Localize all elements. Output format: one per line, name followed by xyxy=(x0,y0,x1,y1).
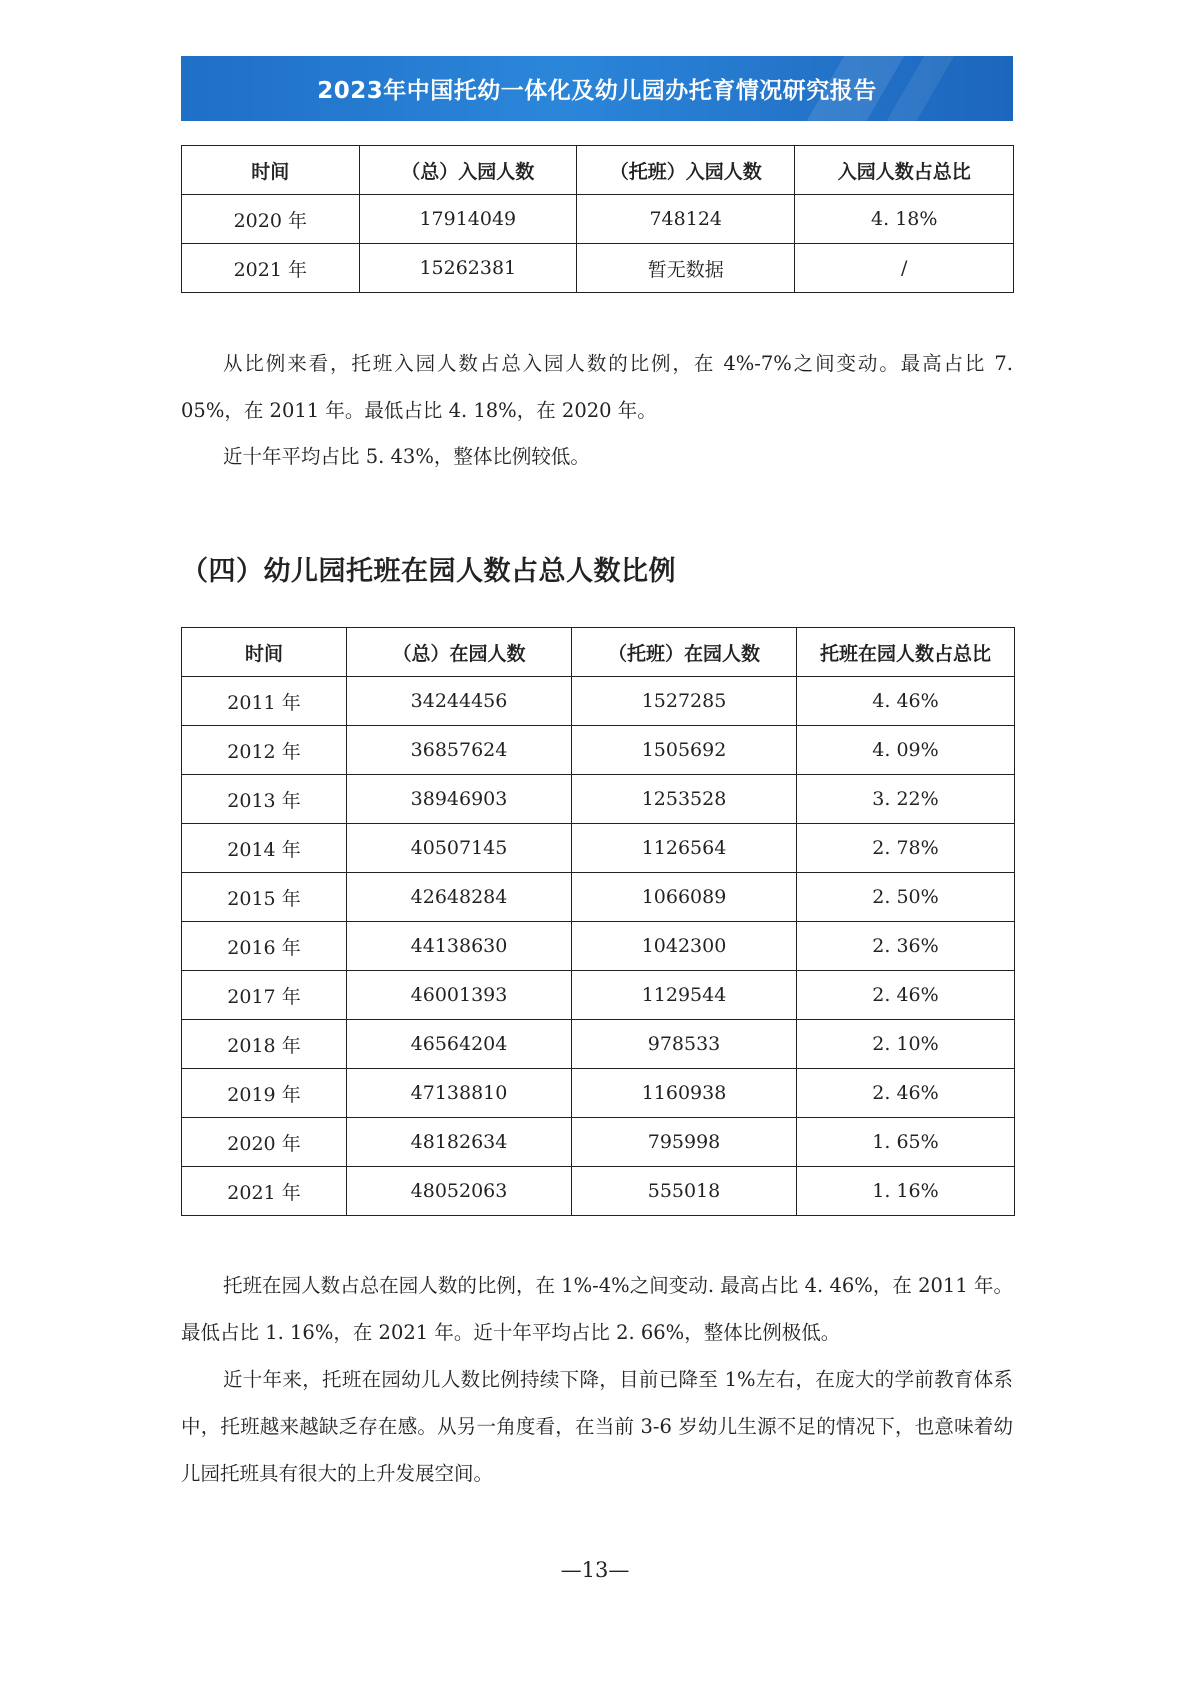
table-cell: 34244456 xyxy=(347,677,572,726)
table-cell: 2. 46% xyxy=(797,1069,1015,1118)
table-row xyxy=(182,922,1015,971)
table-row xyxy=(182,775,1015,824)
section-heading: （四）幼儿园托班在园人数占总人数比例 xyxy=(181,556,676,587)
table-cell: 1253528 xyxy=(572,775,797,824)
body-paragraph: 近十年平均占比 5. 43%，整体比例较低。 xyxy=(223,445,590,468)
table-cell: / xyxy=(795,244,1014,293)
column-header: 托班在园人数占总比 xyxy=(797,628,1015,677)
table-cell: 17914049 xyxy=(359,195,576,244)
column-header: 时间 xyxy=(182,628,347,677)
table-cell: 1527285 xyxy=(572,677,797,726)
column-header: 入园人数占总比 xyxy=(795,146,1014,195)
body-paragraph: 近十年来，托班在园幼儿人数比例持续下降，目前已降至 1%左右，在庞大的学前教育体系中，托班越来越缺乏存在感。从另一角度看，在当前 3-6 岁幼儿生源不足的情况下，也意味着幼儿园托班具有很大的上升发展空间。 xyxy=(181,1368,1013,1485)
column-header: （总）在园人数 xyxy=(347,628,572,677)
table-cell: 1126564 xyxy=(572,824,797,873)
column-header: 时间 xyxy=(182,146,360,195)
table-cell: 2. 50% xyxy=(797,873,1015,922)
table-row xyxy=(182,1069,1015,1118)
table-row xyxy=(182,726,1015,775)
table-cell: 1505692 xyxy=(572,726,797,775)
table-header-row xyxy=(182,628,1015,677)
table-cell: 748124 xyxy=(577,195,795,244)
table-cell: 47138810 xyxy=(347,1069,572,1118)
table-row xyxy=(182,677,1015,726)
table-header-row xyxy=(182,146,1014,195)
table-cell: 2018 年 xyxy=(182,1020,347,1069)
table-cell: 4. 18% xyxy=(795,195,1014,244)
table-cell: 2011 年 xyxy=(182,677,347,726)
table-row xyxy=(182,1167,1015,1216)
table-cell: 1. 16% xyxy=(797,1167,1015,1216)
table-cell: 2. 46% xyxy=(797,971,1015,1020)
body-paragraph: 从比例来看，托班入园人数占总入园人数的比例，在 4%-7%之间变动。最高占比 7. 05%，在 2011 年。最低占比 4. 18%，在 2020 年。 xyxy=(181,352,1013,422)
in-school-table xyxy=(181,627,1015,1216)
table-cell: 1. 65% xyxy=(797,1118,1015,1167)
table-cell: 2019 年 xyxy=(182,1069,347,1118)
table-cell: 2013 年 xyxy=(182,775,347,824)
table-cell: 36857624 xyxy=(347,726,572,775)
table-row xyxy=(182,1118,1015,1167)
table-cell: 42648284 xyxy=(347,873,572,922)
table-row xyxy=(182,244,1014,293)
table-cell: 2. 10% xyxy=(797,1020,1015,1069)
table-cell: 15262381 xyxy=(359,244,576,293)
table-row xyxy=(182,824,1015,873)
table-cell: 1129544 xyxy=(572,971,797,1020)
table-row xyxy=(182,195,1014,244)
table-cell: 暂无数据 xyxy=(577,244,795,293)
table-row xyxy=(182,1020,1015,1069)
table-cell: 2012 年 xyxy=(182,726,347,775)
table-cell: 44138630 xyxy=(347,922,572,971)
table-cell: 2020 年 xyxy=(182,1118,347,1167)
table-cell: 2021 年 xyxy=(182,244,360,293)
table-cell: 4. 09% xyxy=(797,726,1015,775)
enrollment-table xyxy=(181,145,1014,293)
table-cell: 2. 36% xyxy=(797,922,1015,971)
column-header: （托班）入园人数 xyxy=(577,146,795,195)
page-number: —13— xyxy=(560,1558,630,1582)
table-cell: 3. 22% xyxy=(797,775,1015,824)
table-cell: 46001393 xyxy=(347,971,572,1020)
table-cell: 2. 78% xyxy=(797,824,1015,873)
body-paragraph: 托班在园人数占总在园人数的比例，在 1%-4%之间变动. 最高占比 4. 46%，在 2011 年。最低占比 1. 16%，在 2021 年。近十年平均占比 2. 66%，整体比例极低。 xyxy=(181,1274,1013,1344)
table-cell: 40507145 xyxy=(347,824,572,873)
table-cell: 48182634 xyxy=(347,1118,572,1167)
table-cell: 555018 xyxy=(572,1167,797,1216)
column-header: （总）入园人数 xyxy=(359,146,576,195)
table-cell: 2020 年 xyxy=(182,195,360,244)
table-cell: 4. 46% xyxy=(797,677,1015,726)
report-header-banner xyxy=(181,56,1013,121)
table-cell: 2015 年 xyxy=(182,873,347,922)
table-cell: 2016 年 xyxy=(182,922,347,971)
table-cell: 1042300 xyxy=(572,922,797,971)
report-title: 2023年中国托幼一体化及幼儿园办托育情况研究报告 xyxy=(317,78,877,104)
table-cell: 2017 年 xyxy=(182,971,347,1020)
table-cell: 795998 xyxy=(572,1118,797,1167)
table-row xyxy=(182,873,1015,922)
table-cell: 2014 年 xyxy=(182,824,347,873)
table-cell: 978533 xyxy=(572,1020,797,1069)
table-row xyxy=(182,971,1015,1020)
table-cell: 1066089 xyxy=(572,873,797,922)
table-cell: 1160938 xyxy=(572,1069,797,1118)
table-cell: 46564204 xyxy=(347,1020,572,1069)
table-cell: 48052063 xyxy=(347,1167,572,1216)
column-header: （托班）在园人数 xyxy=(572,628,797,677)
table-cell: 38946903 xyxy=(347,775,572,824)
table-cell: 2021 年 xyxy=(182,1167,347,1216)
